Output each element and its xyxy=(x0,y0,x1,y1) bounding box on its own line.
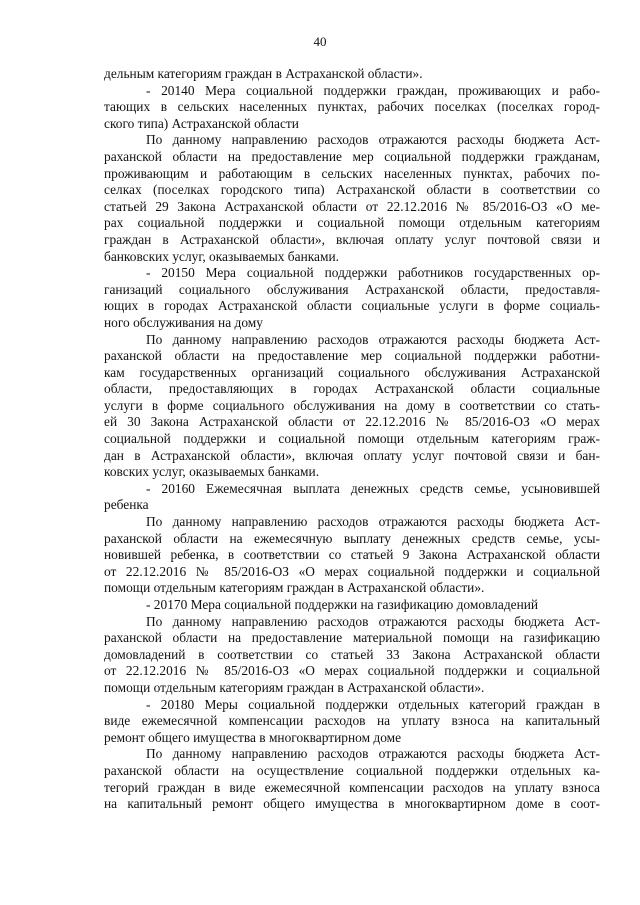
paragraph xyxy=(104,132,600,265)
text-line: новившей ребенка, в соответствии со статьей 9 Закона Астраханской области xyxy=(104,547,600,563)
text-line: - 20170 Мера социальной поддержки на газификацию домовладений xyxy=(146,597,539,612)
text-line: граждан в Астраханской области», включая оплату услуг почтовой связи и xyxy=(104,231,600,247)
text-line: кам государственных организаций социального обслуживания Астраханской xyxy=(104,364,600,380)
text-line: По данному направлению расходов отражаются расходы бюджета Аст- xyxy=(146,613,600,629)
text-line: раханской области на осуществление социальной поддержки отдельных ка- xyxy=(104,762,600,778)
text-line: проживающим и работающим в сельских населенных пунктах, рабочих по- xyxy=(104,165,600,181)
text-line: По данному направлению расходов отражаются расходы бюджета Аст- xyxy=(146,331,600,347)
text-line: ремонт общего имущества в многоквартирном доме xyxy=(104,729,402,745)
text-line: тающих в сельских населенных пунктах, рабочих поселках (поселках город- xyxy=(104,99,600,115)
text-line: ющих в городах Астраханской области социальные услуги в форме социаль- xyxy=(104,298,600,314)
text-line: от 22.12.2016 № 85/2016-ОЗ «О мерах социальной поддержки и социальной xyxy=(104,663,600,679)
text-line: раханской области на предоставление мер социальной поддержки работни- xyxy=(104,348,600,364)
text-line: от 22.12.2016 № 85/2016-ОЗ «О мерах социальной поддержки и социальной xyxy=(104,563,600,579)
text-line: на капитальный ремонт общего имущества в многоквартирном доме в соот- xyxy=(104,796,600,812)
text-line: области, предоставляющих в городах Астраханской области социальные xyxy=(104,381,600,397)
paragraph xyxy=(104,614,600,697)
paragraph xyxy=(104,514,600,597)
text-line: рах социальной поддержки и социальной помощи отдельным категориям xyxy=(104,215,600,231)
paragraph xyxy=(104,597,600,614)
paragraph xyxy=(104,83,600,133)
document-body xyxy=(104,66,600,813)
paragraph xyxy=(104,332,600,481)
text-line: социальной поддержки и социальной помощи отдельным категориям граж- xyxy=(104,431,600,447)
text-line: ганизаций социального обслуживания Астраханской области, предоставля- xyxy=(104,281,600,297)
paragraph xyxy=(104,481,600,514)
text-line: банковских услуг, оказываемых банками. xyxy=(104,248,339,264)
text-line: раханской области на предоставление мер социальной поддержки гражданам, xyxy=(104,148,600,164)
text-line: ребенка xyxy=(104,497,149,513)
text-line: - 20160 Ежемесячная выплата денежных средств семье, усыновившей xyxy=(146,480,600,496)
text-line: тегорий граждан в виде ежемесячной компенсации расходов на уплату взноса xyxy=(104,779,600,795)
text-line: дан в Астраханской области», включая оплату услуг почтовой связи и бан- xyxy=(104,447,600,463)
text-line: домовладений в соответствии со статьей 33 Закона Астраханской области xyxy=(104,646,600,662)
text-line: помощи отдельным категориям граждан в Астраханской области». xyxy=(104,679,485,695)
text-line: ского типа) Астраханской области xyxy=(104,115,299,131)
text-line: селках (поселках городского типа) Астраханской области в соответствии со xyxy=(104,182,600,198)
text-line: ковских услуг, оказываемых банками. xyxy=(104,464,320,480)
text-line: По данному направлению расходов отражаются расходы бюджета Аст- xyxy=(146,132,600,148)
text-line: ей 30 Закона Астраханской области от 22.12.2016 № 85/2016-ОЗ «О мерах xyxy=(104,414,600,430)
text-line: раханской области на ежемесячную выплату денежных средств семье, усы- xyxy=(104,530,600,546)
paragraph xyxy=(104,265,600,331)
paragraph xyxy=(104,66,600,83)
text-line: дельным категориям граждан в Астраханской области». xyxy=(104,66,423,81)
text-line: статьей 29 Закона Астраханской области от 22.12.2016 № 85/2016-ОЗ «О ме- xyxy=(104,198,600,214)
text-line: По данному направлению расходов отражаются расходы бюджета Аст- xyxy=(146,746,600,762)
text-line: ного обслуживания на дому xyxy=(104,314,263,330)
text-line: помощи отдельным категориям граждан в Астраханской области». xyxy=(104,580,485,596)
text-line: раханской области на предоставление материальной помощи на газификацию xyxy=(104,630,600,646)
paragraph xyxy=(104,746,600,812)
text-line: - 20150 Мера социальной поддержки работников государственных ор- xyxy=(146,265,600,281)
text-line: виде ежемесячной компенсации расходов на уплату взноса на капитальный xyxy=(104,713,600,729)
page-number: 40 xyxy=(313,34,327,49)
paragraph xyxy=(104,697,600,747)
text-line: услуги в форме социального обслуживания на дому в соответствии со стать- xyxy=(104,397,600,413)
text-line: - 20180 Меры социальной поддержки отдельных категорий граждан в xyxy=(146,696,600,712)
text-line: По данному направлению расходов отражаются расходы бюджета Аст- xyxy=(146,514,600,530)
text-line: - 20140 Мера социальной поддержки граждан, проживающих и рабо- xyxy=(146,82,600,98)
